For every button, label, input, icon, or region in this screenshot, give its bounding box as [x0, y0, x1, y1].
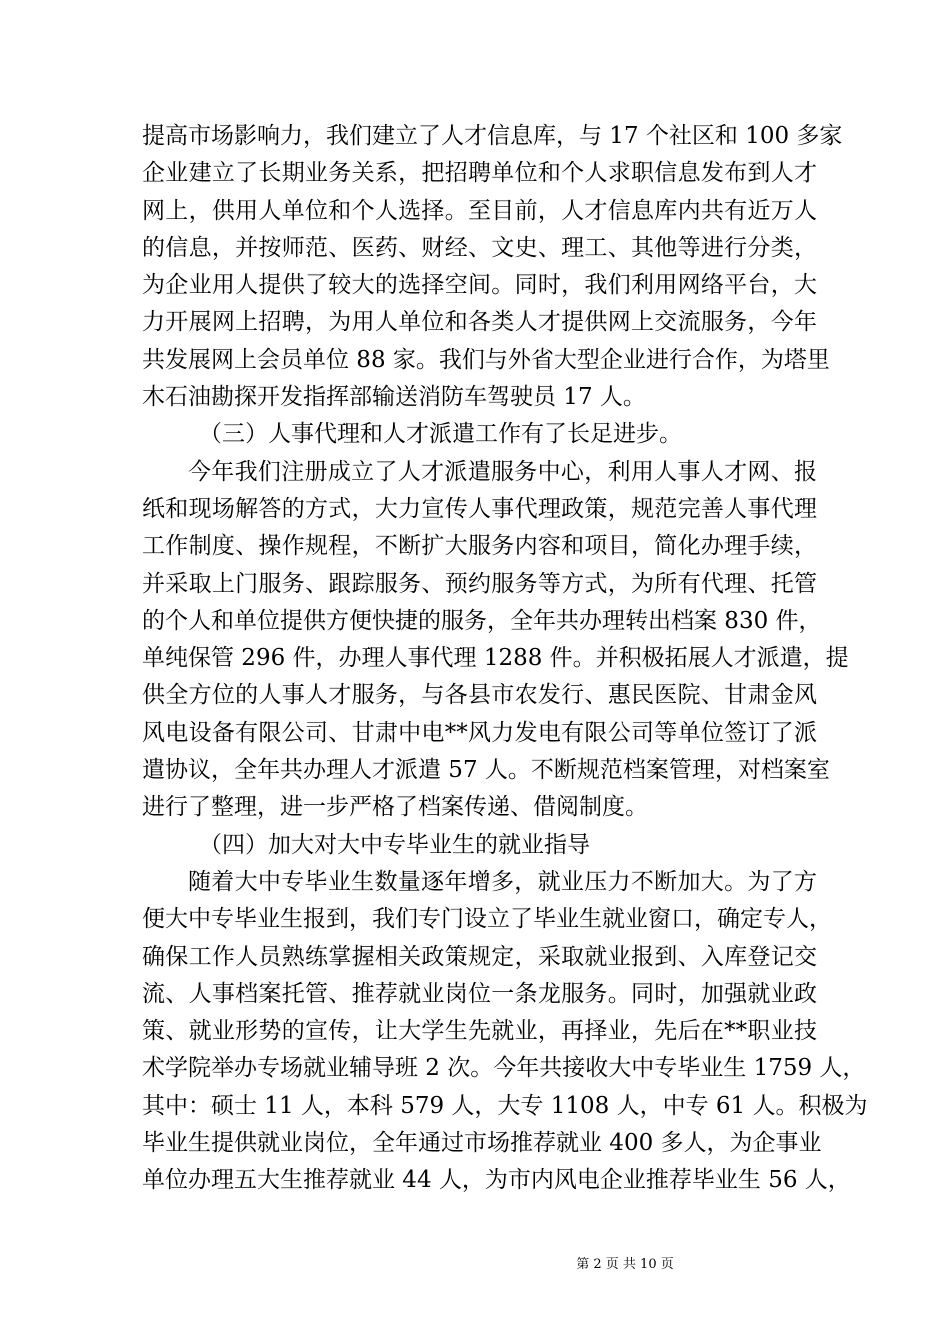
- text-line: 企业建立了长期业务关系，把招聘单位和个人求职信息发布到人才: [142, 160, 817, 187]
- text-line: 单位办理五大生推荐就业 44 人，为市内风电企业推荐毕业生 56 人，: [142, 1167, 851, 1194]
- text-line: （三）人事代理和人才派遣工作有了长足进步。: [199, 421, 682, 448]
- text-line: 术学院举办专场就业辅导班 2 次。今年共接收大中专毕业生 1759 人，: [142, 1055, 866, 1082]
- section-heading: [142, 416, 817, 453]
- document-body: [142, 118, 868, 1200]
- paragraph: [142, 864, 868, 1200]
- text-line: 网上，供用人单位和个人选择。至目前，人才信息库内共有近万人: [142, 197, 817, 224]
- page-footer: [0, 1253, 950, 1272]
- text-line: 今年我们注册成立了人才派遣服务中心，利用人事人才网、报: [188, 458, 817, 485]
- text-line: 的信息，并按师范、医药、财经、文史、理工、其他等进行分类，: [142, 234, 817, 261]
- text-line: 便大中专毕业生报到，我们专门设立了毕业生就业窗口，确定专人，: [142, 906, 832, 933]
- text-line: 供全方位的人事人才服务，与各县市农发行、惠民医院、甘肃金风: [142, 682, 817, 709]
- text-line: 单纯保管 296 件，办理人事代理 1288 件。并积极拓展人才派遣，提: [142, 645, 849, 672]
- page-number: 第 2 页 共 10 页: [576, 1257, 674, 1272]
- text-line: 为企业用人提供了较大的选择空间。同时，我们利用网络平台，大: [142, 272, 817, 299]
- text-line: 风电设备有限公司、甘肃中电**风力发电有限公司等单位签订了派: [142, 719, 817, 746]
- text-line: 策、就业形势的宣传，让大学生先就业，再择业，先后在**职业技: [142, 1018, 817, 1045]
- text-line: 其中：硕士 11 人，本科 579 人，大专 1108 人，中专 61 人。积极为: [142, 1092, 868, 1119]
- text-line: 木石油勘探开发指挥部输送消防车驾驶员 17 人。: [142, 384, 646, 411]
- text-line: （四）加大对大中专毕业生的就业指导: [199, 831, 590, 858]
- paragraph: [142, 454, 849, 827]
- text-line: 遣协议，全年共办理人才派遣 57 人。不断规范档案管理，对档案室: [142, 757, 830, 784]
- text-line: 并采取上门服务、跟踪服务、预约服务等方式，为所有代理、托管: [142, 570, 817, 597]
- text-line: 确保工作人员熟练掌握相关政策规定，采取就业报到、入库登记交: [142, 943, 817, 970]
- text-line: 力开展网上招聘，为用人单位和各类人才提供网上交流服务，今年: [142, 309, 817, 336]
- text-line: 毕业生提供就业岗位，全年通过市场推荐就业 400 多人，为企事业: [142, 1130, 822, 1157]
- section-heading: [142, 827, 817, 864]
- text-line: 进行了整理，进一步严格了档案传递、借阅制度。: [142, 794, 648, 821]
- text-line: 共发展网上会员单位 88 家。我们与外省大型企业进行合作，为塔里: [142, 346, 830, 373]
- text-line: 的个人和单位提供方便快捷的服务，全年共办理转出档案 830 件，: [142, 607, 822, 634]
- text-line: 工作制度、操作规程，不断扩大服务内容和项目，简化办理手续，: [142, 533, 817, 560]
- text-line: 随着大中专毕业生数量逐年增多，就业压力不断加大。为了方: [188, 868, 817, 895]
- text-line: 流、人事档案托管、推荐就业岗位一条龙服务。同时，加强就业政: [142, 980, 817, 1007]
- text-line: 提高市场影响力，我们建立了人才信息库，与 17 个社区和 100 多家: [142, 123, 843, 149]
- text-line: 纸和现场解答的方式，大力宣传人事代理政策，规范完善人事代理: [142, 495, 817, 522]
- paragraph: [142, 118, 843, 416]
